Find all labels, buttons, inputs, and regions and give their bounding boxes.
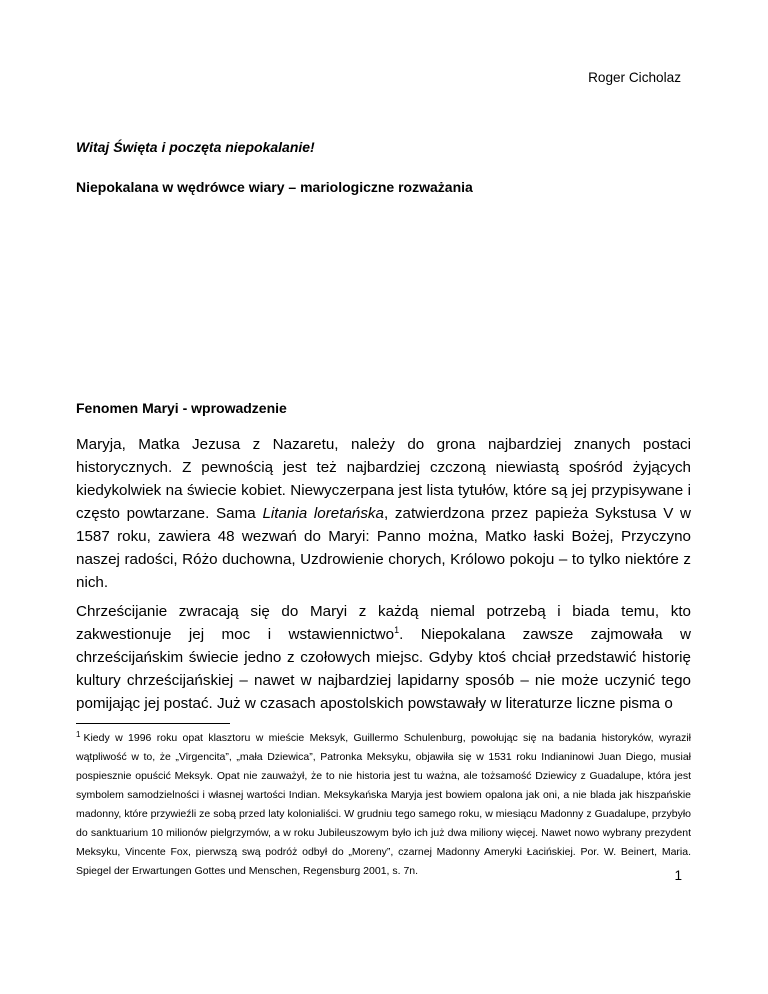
paragraph-2-text-start: Chrześcijanie zwracają się do Maryi z każdą niemal potrzebą i biada temu, kto zakwestionuje jej moc i wstawiennictwo <box>76 603 691 643</box>
litany-title: Litania loretańska <box>262 505 384 522</box>
footnote-reference[interactable]: 1 <box>394 624 400 635</box>
paragraph-1-text-end: , zatwierdzona przez papieża Sykstusa V w 1587 roku, zawiera 48 wezwań do Maryi: Panno można, Matko łaski Bożej, Przyczyno naszej radości, Różo duchowna, Uzdrowienie chorych, Królowo pokoju – to tylko niektóre z nich. <box>76 505 692 591</box>
footnote-text: Kiedy w 1996 roku opat klasztoru w mieście Meksyk, Guillermo Schulenburg, powołując się na badania historyków, wyraził wątpliwość w to, że „Virgencita”, „mała Dziewica”, Patronka Meksyku, objawiła się w 1531 roku Indianinowi Juan Diego, musiał pospiesznie opuścić Meksyk. Opat nie zauważył, że to nie historia jest tu ważna, ale tożsamość Dziewicy z Guadalupe, która jest symbolem samodzielności i własnej wartości Indian. Meksykańska Maryja jest bowiem opalona jak oni, a nie blada jak hiszpańskie madonny, które przywieźli ze sobą przed laty kolonialiści. W grudniu tego samego roku, w miesiącu Madonny z Guadalupe, przybyło do sanktuarium 10 milionów pielgrzymów, a w roku Jubileuszowym było ich już dwa miliony więcej. Nawet nowo wybrany prezydent Meksyku, Vincente Fox, pierwszą swą podróż odbył do „Moreny”, czarnej Madonny Ameryki Łacińskiej. Por. W. Beinert, Maria. Spiegel der Erwartungen Gottes und Menschen, Regensburg 2001, s. 7n. <box>76 732 691 877</box>
footnote-separator <box>76 723 230 724</box>
paragraph-1-text-start: Maryja, Matka Jezusa z Nazaretu, należy do grona najbardziej znanych postaci historycznych. Z pewnością jest też najbardziej czczoną niewiastą spośród żyjących kiedykolwiek na świecie kobiet. Niewyczerpana jest lista tytułów, które są jej przypisywane i często powtarzane. Sama <box>76 436 691 522</box>
footnote-number: 1 <box>76 729 81 739</box>
paragraph-2-text-end: . Niepokalana zawsze zajmowała w chrześcijańskim świecie jedno z czołowych miejsc. Gdyby ktoś chciał przedstawić historię kultury chrześcijańskiej – nawet w najbardziej lapidarny sposób – nie może uczynić tego pomijając jej postać. Już w czasach apostolskich powstawały w literaturze liczne pisma o <box>76 626 691 712</box>
document-title: Witaj Święta i poczęta niepokalanie! <box>76 139 315 155</box>
body-paragraph-1 <box>76 433 691 594</box>
section-heading: Fenomen Maryi - wprowadzenie <box>76 400 287 416</box>
document-subtitle: Niepokalana w wędrówce wiary – mariologiczne rozważania <box>76 179 473 195</box>
page-number: 1 <box>674 868 682 883</box>
footnote <box>76 729 691 881</box>
body-paragraph-2 <box>76 600 691 715</box>
author-name: Roger Cicholaz <box>588 70 681 85</box>
